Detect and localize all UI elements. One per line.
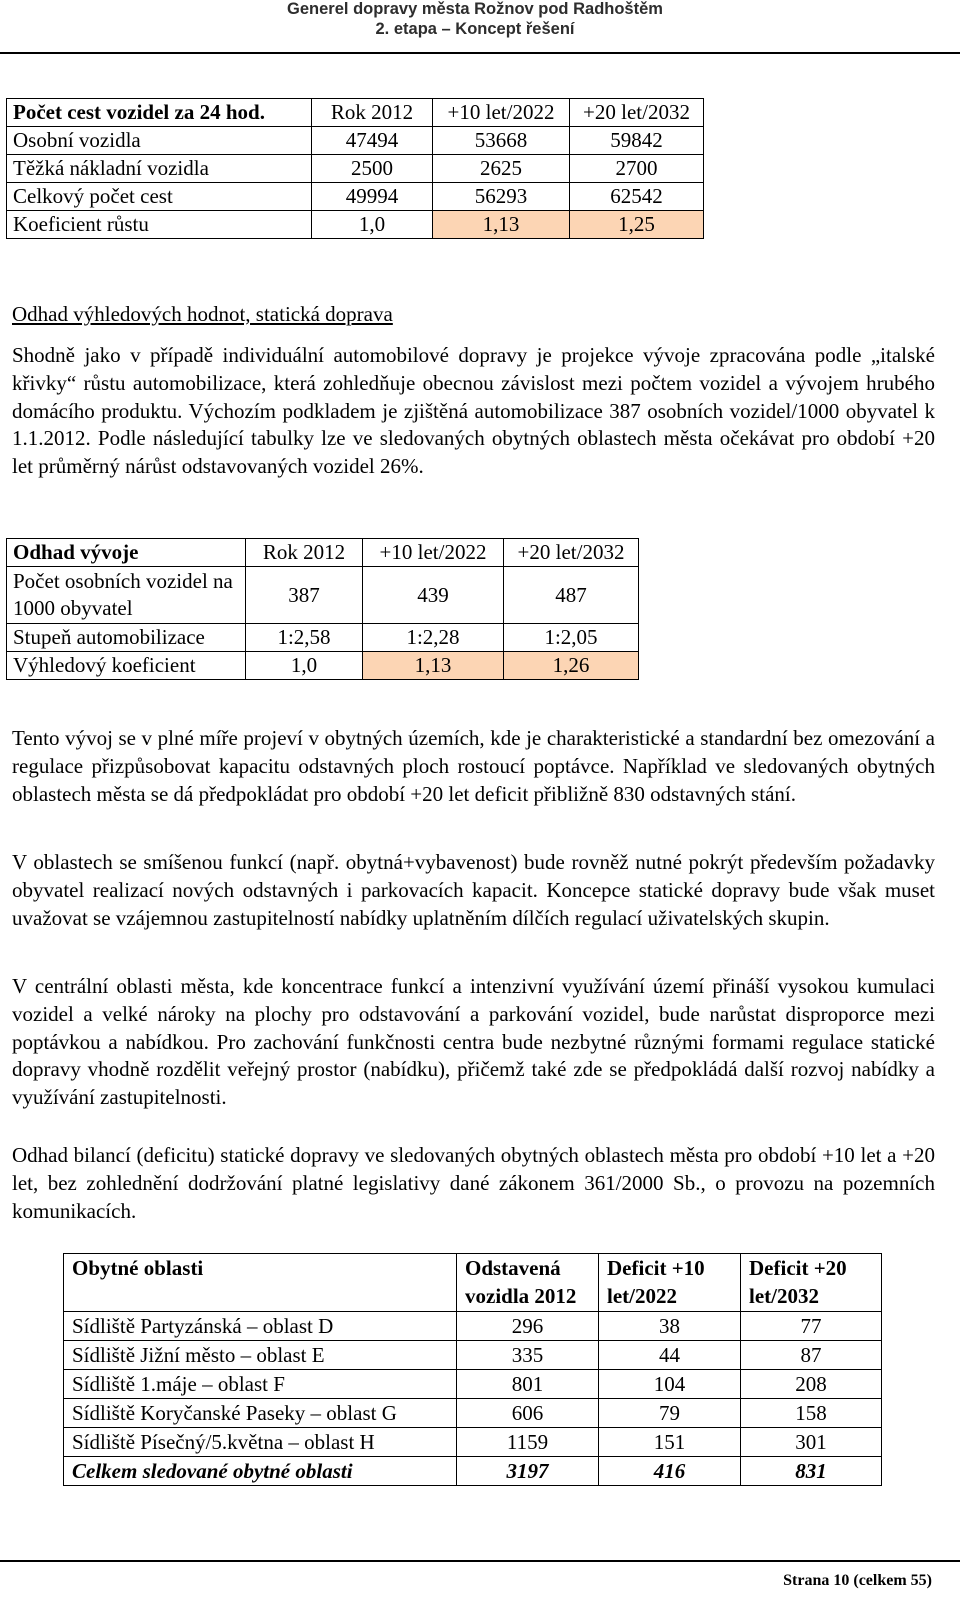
cell: 53668	[433, 127, 570, 155]
table-row	[64, 1312, 882, 1341]
paragraph: V centrální oblasti města, kde koncentrace funkcí a intenzivní využívání území přináší vysokou kumulaci vozidel a velké nároky na plochy pro odstavování a parkování vozidel, bude narůstat disproporce mezi poptávkou a nabídkou. Pro zachování funkčnosti centra bude nezbytné různými formami regulace statické dopravy vhodně rozdělit veřejný prostor (nabídku), přičemž také zde se předpokládá další rozvoj nabídky a využívání zastupitelnosti.	[12, 974, 935, 1110]
highlighted-cell: 1,25	[570, 211, 704, 239]
header-cell: Obytné oblasti	[64, 1254, 457, 1312]
table-row	[7, 567, 639, 624]
cell: 77	[741, 1312, 882, 1341]
cell: 2700	[570, 155, 704, 183]
cell: 2625	[433, 155, 570, 183]
cell: 44	[599, 1341, 741, 1370]
cell: 416	[599, 1457, 741, 1486]
header-cell: Odstavená vozidla 2012	[457, 1254, 599, 1312]
paragraph: Odhad bilancí (deficitu) statické dopravy ve sledovaných obytných oblastech města pro období +10 let a +20 let, bez zohlednění dodržování platné legislativy dané zákonem 361/2000 Sb., o provozu na pozemních komunikacích.	[12, 1143, 935, 1223]
table-row	[7, 155, 704, 183]
cell: 1159	[457, 1428, 599, 1457]
table-header-row	[7, 539, 639, 567]
page-number: Strana 10 (celkem 55)	[783, 1572, 932, 1589]
row-label: Sídliště Písečný/5.května – oblast H	[64, 1428, 457, 1457]
parking-deficit-table	[63, 1253, 882, 1486]
cell: 59842	[570, 127, 704, 155]
cell: 606	[457, 1399, 599, 1428]
cell: 1,0	[246, 652, 363, 680]
table-row	[64, 1341, 882, 1370]
header-cell: +10 let/2022	[363, 539, 504, 567]
cell: 38	[599, 1312, 741, 1341]
table-row	[64, 1428, 882, 1457]
table-row	[7, 652, 639, 680]
row-label: Těžká nákladní vozidla	[7, 155, 312, 183]
row-label: Celkem sledované obytné oblasti	[64, 1457, 457, 1486]
cell: 487	[504, 567, 639, 624]
table-row	[7, 624, 639, 652]
header-cell: Odhad vývoje	[7, 539, 246, 567]
row-label: Sídliště Koryčanské Paseky – oblast G	[64, 1399, 457, 1428]
table-row	[7, 211, 704, 239]
cell: 47494	[312, 127, 433, 155]
cell: 1:2,05	[504, 624, 639, 652]
cell: 151	[599, 1428, 741, 1457]
section-heading: Odhad výhledových hodnot, statická doprava	[12, 302, 393, 326]
cell: 831	[741, 1457, 882, 1486]
row-label: Sídliště Partyzánská – oblast D	[64, 1312, 457, 1341]
cell: 296	[457, 1312, 599, 1341]
table-row	[7, 127, 704, 155]
highlighted-cell: 1,13	[433, 211, 570, 239]
table-row	[64, 1370, 882, 1399]
cell: 87	[741, 1341, 882, 1370]
row-label: Celkový počet cest	[7, 183, 312, 211]
highlighted-cell: 1,13	[363, 652, 504, 680]
paragraph: V oblastech se smíšenou funkcí (např. obytná+vybavenost) bude rovněž nutné pokrýt především požadavky obyvatel realizací nových odstavných i parkovacích kapacit. Koncepce statické dopravy bude však muset uvažovat se vzájemnou zastupitelností nabídky uplatněním dílčích regulací uživatelských skupin.	[12, 850, 935, 930]
document-title: Generel dopravy města Rožnov pod Radhoštěm	[287, 0, 663, 18]
cell: 79	[599, 1399, 741, 1428]
row-label: Stupeň automobilizace	[7, 624, 246, 652]
row-label: Sídliště Jižní město – oblast E	[64, 1341, 457, 1370]
document-subtitle: 2. etapa – Koncept řešení	[375, 20, 575, 38]
cell: 801	[457, 1370, 599, 1399]
table-row	[7, 183, 704, 211]
cell: 1:2,28	[363, 624, 504, 652]
row-label: Počet osobních vozidel na 1000 obyvatel	[7, 567, 246, 624]
cell: 208	[741, 1370, 882, 1399]
row-label: Koeficient růstu	[7, 211, 312, 239]
cell: 56293	[433, 183, 570, 211]
table-total-row	[64, 1457, 882, 1486]
header-cell: Počet cest vozidel za 24 hod.	[7, 99, 312, 127]
trips-table	[6, 98, 704, 239]
paragraph: Shodně jako v případě individuální automobilové dopravy je projekce vývoje zpracována podle „italské křivky“ růstu automobilizace, která zohledňuje obecnou závislost mezi počtem vozidel a vývojem hrubého domácího produktu. Výchozím podkladem je zjištěná automobilizace 387 osobních vozidel/1000 obyvatel k 1.1.2012. Podle následující tabulky lze ve sledovaných obytných oblastech města očekávat pro období +20 let průměrný nárůst odstavovaných vozidel 26%.	[12, 343, 935, 479]
header-cell: Deficit +20 let/2032	[741, 1254, 882, 1312]
page-footer	[0, 1560, 960, 1604]
header-cell: +20 let/2032	[504, 539, 639, 567]
cell: 104	[599, 1370, 741, 1399]
row-label: Výhledový koeficient	[7, 652, 246, 680]
table-row	[64, 1399, 882, 1428]
header-cell: Deficit +10 let/2022	[599, 1254, 741, 1312]
cell: 439	[363, 567, 504, 624]
header-cell: +20 let/2032	[570, 99, 704, 127]
table-header-row	[64, 1254, 882, 1312]
highlighted-cell: 1,26	[504, 652, 639, 680]
paragraph: Tento vývoj se v plné míře projeví v obytných územích, kde je charakteristické a standardní bez omezování a regulace přizpůsobovat kapacitu odstavných ploch rostoucí poptávce. Například ve sledovaných obytných oblastech města se dá předpokládat pro období +20 let deficit přibližně 830 odstavných stání.	[12, 726, 935, 806]
cell: 387	[246, 567, 363, 624]
motorization-table	[6, 538, 639, 680]
cell: 62542	[570, 183, 704, 211]
cell: 3197	[457, 1457, 599, 1486]
cell: 301	[741, 1428, 882, 1457]
table-header-row	[7, 99, 704, 127]
header-cell: +10 let/2022	[433, 99, 570, 127]
cell: 2500	[312, 155, 433, 183]
row-label: Sídliště 1.máje – oblast F	[64, 1370, 457, 1399]
cell: 49994	[312, 183, 433, 211]
cell: 1,0	[312, 211, 433, 239]
header-cell: Rok 2012	[312, 99, 433, 127]
page-header	[0, 0, 960, 54]
cell: 158	[741, 1399, 882, 1428]
header-cell: Rok 2012	[246, 539, 363, 567]
cell: 335	[457, 1341, 599, 1370]
cell: 1:2,58	[246, 624, 363, 652]
row-label: Osobní vozidla	[7, 127, 312, 155]
